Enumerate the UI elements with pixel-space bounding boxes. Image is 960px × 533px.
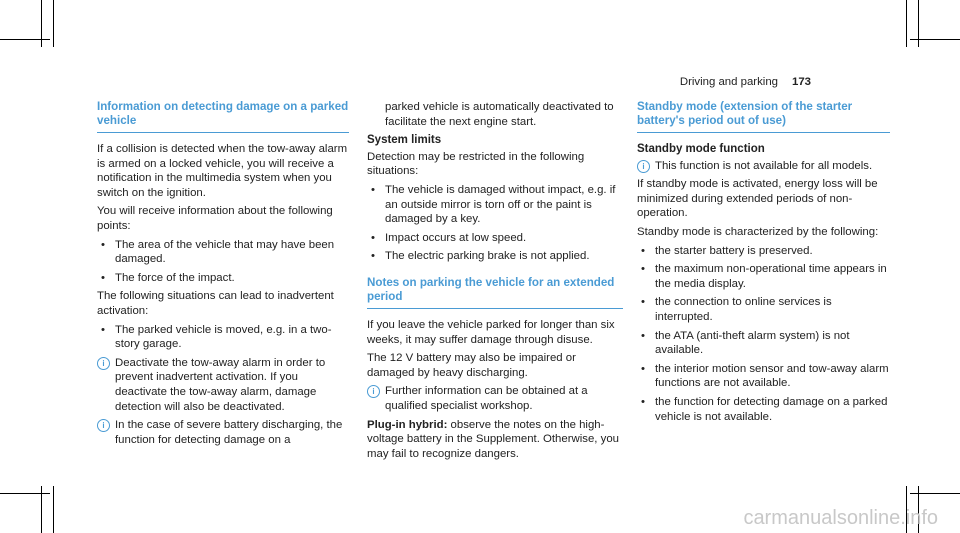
paragraph: If you leave the vehicle parked for longer than six weeks, it may suffer damage through disuse. [367,318,615,346]
list-item: • The force of the impact. [101,271,235,284]
column-3 [637,100,890,428]
paragraph: Plug-in hybrid: observe the notes on the high-voltage battery in the Supplement. Otherwise, you may fail to recognize dangers. [367,418,620,460]
list-item: • the interior motion sensor and tow-away alarm functions are not available. [641,362,889,390]
bullet-list [97,323,349,352]
paragraph: The following situations can lead to inadvertent activation: [97,290,334,317]
info-icon: i [637,160,650,173]
column-2 [367,100,623,465]
info-icon: i [97,419,110,432]
list-item: • the connection to online services is interrupted. [641,296,832,323]
crop-mark [910,39,960,40]
page-number: 173 [791,76,811,88]
info-icon: i [367,385,380,398]
bullet-icon: • [641,395,645,408]
list-item: • The parked vehicle is moved, e.g. in a two-story garage. [101,323,332,351]
paragraph: If standby mode is activated, energy loss will be minimized during extended periods of non-operation. [637,178,878,220]
note: i In the case of severe battery discharging, the function for detecting damage on a [97,418,349,447]
bullet-icon: • [641,362,645,375]
crop-mark [906,0,907,47]
bullet-icon: • [641,329,645,342]
bullet-icon: • [371,250,375,263]
bullet-icon: • [371,231,375,244]
subheading-system-limits: System limits [367,134,442,147]
list-item: • the ATA (anti-theft alarm system) is not available. [641,329,850,357]
list-item: • The area of the vehicle that may have been damaged. [101,238,335,266]
bullet-icon: • [641,244,645,257]
bullet-list [367,183,623,264]
crop-mark [910,493,960,494]
paragraph: You will receive information about the following points: [97,205,333,232]
running-header: Driving and parking [679,76,778,88]
bullet-icon: • [641,296,645,309]
bullet-list [637,244,890,425]
bullet-icon: • [101,323,105,336]
crop-mark [53,486,54,533]
watermark: carmanualsonline.info [743,507,938,530]
note: i Further information can be obtained at a qualified specialist workshop. [367,384,623,413]
crop-mark [53,0,54,47]
list-item: • the maximum non-operational time appears in the media display. [641,263,887,290]
paragraph: parked vehicle is automatically deactivated to facilitate the next engine start. [385,101,614,128]
section-title-standby-mode: Standby mode (extension of the starter battery's period out of use) [637,100,853,127]
info-icon: i [97,357,110,370]
paragraph: If a collision is detected when the tow-away alarm is armed on a locked vehicle, you will receive a notification in the multimedia system when you switch on the ignition. [97,143,348,199]
crop-mark [0,39,50,40]
plugin-label: Plug-in hybrid: [367,418,448,431]
list-item: • the function for detecting damage on a parked vehicle is not available. [641,395,888,423]
section-title-damage-detection: Information on detecting damage on a parked vehicle [97,100,349,127]
bullet-icon: • [641,263,645,276]
list-item: • The vehicle is damaged without impact, e.g. if an outside mirror is torn off or the paint is damaged by a key. [371,183,616,226]
bullet-icon: • [371,183,375,196]
title-rule [97,132,349,133]
list-item: • the starter battery is preserved. [641,244,813,257]
note: i Deactivate the tow-away alarm in order to prevent inadvertent activation. If you deactivate the tow-away alarm, damage detection will also be deactivated. [97,356,349,414]
subheading-standby-function: Standby mode function [637,143,765,155]
paragraph: Detection may be restricted in the following situations: [367,150,585,178]
bullet-icon: • [101,238,105,251]
bullet-icon: • [101,271,105,284]
title-rule [637,132,890,133]
paragraph: Standby mode is characterized by the following: [637,225,879,238]
paragraph: The 12 V battery may also be impaired or damaged by heavy discharging. [367,352,576,379]
bullet-list [97,238,349,286]
list-item: • Impact occurs at low speed. [371,231,527,244]
crop-mark [0,493,50,494]
section-title-extended-parking: Notes on parking the vehicle for an extended period [367,275,615,303]
note: i This function is not available for all models. [637,159,890,174]
title-rule [367,308,623,309]
list-item: • The electric parking brake is not applied. [371,250,590,263]
column-1 [97,100,349,451]
